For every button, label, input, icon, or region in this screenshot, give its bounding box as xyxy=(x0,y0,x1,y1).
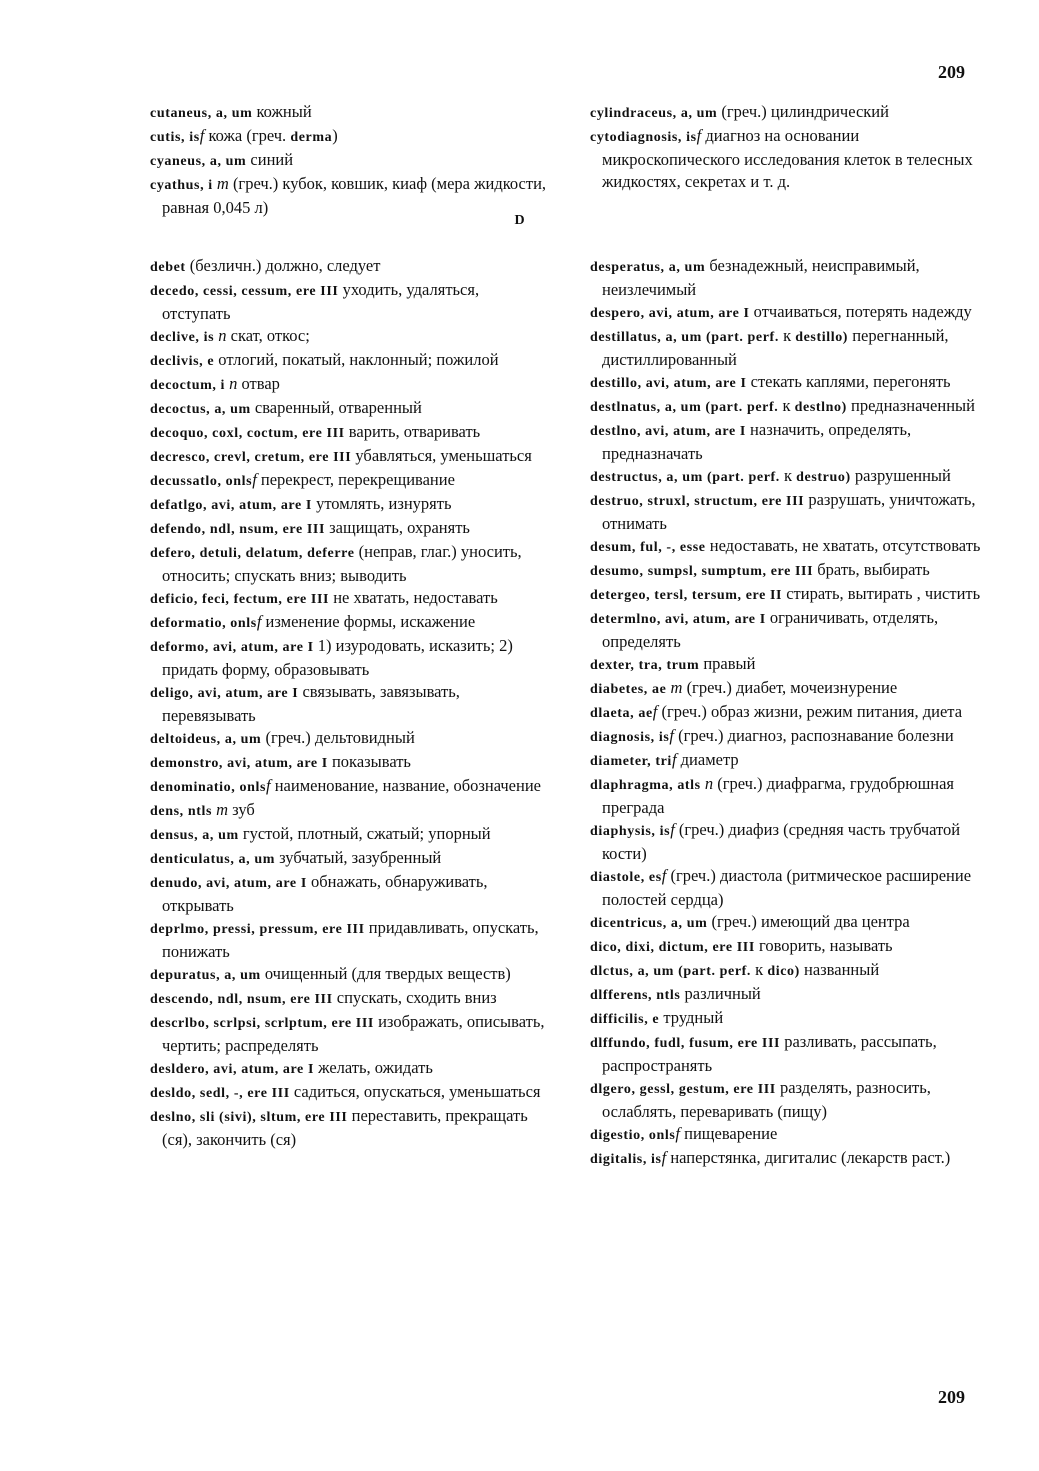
entry-headword: demonstro, avi, atum, are I xyxy=(150,756,328,771)
entry-definition: густой, плотный, сжатый; упорный xyxy=(238,824,491,843)
entry-headword: destlno) xyxy=(794,400,847,415)
entry-headword: dlffundo, fudl, fusum, ere III xyxy=(590,1036,781,1051)
dictionary-entry xyxy=(590,749,990,773)
entry-definition: диагноз на основании микроскопического исследования клеток в телесных жидкостях, секретах и т. д. xyxy=(602,126,973,191)
entry-gender: f xyxy=(252,470,257,489)
entry-headword: dicentricus, a, um xyxy=(590,916,708,931)
entry-definition: правый xyxy=(699,654,756,673)
entry-definition: (греч.) диагноз, распознавание болезни xyxy=(673,726,954,745)
dictionary-entry xyxy=(590,959,990,983)
dictionary-entry xyxy=(150,823,550,847)
entry-gender: m xyxy=(216,800,229,819)
entry-headword: cutis, is xyxy=(150,130,200,145)
entry-definition: уходить, удаляться, отступать xyxy=(162,280,480,323)
dictionary-entry xyxy=(590,489,990,535)
entry-definition: связывать, завязывать, перевязывать xyxy=(162,682,460,725)
entry-headword: descrlbo, scrlpsi, scrlptum, ere III xyxy=(150,1016,374,1031)
dictionary-entry xyxy=(150,101,550,125)
dictionary-entry xyxy=(150,681,550,727)
entry-headword: dico, dixi, dictum, ere III xyxy=(590,940,755,955)
dictionary-entry xyxy=(590,983,990,1007)
entry-definition: перегнанный, дистиллированный xyxy=(602,326,949,369)
entry-headword: deslno, sli (sivi), sltum, ere III xyxy=(150,1110,348,1125)
entry-headword: dexter, tra, trum xyxy=(590,658,700,673)
dictionary-entry xyxy=(150,775,550,799)
dictionary-entry xyxy=(590,419,990,465)
dictionary-entry xyxy=(150,611,550,635)
dictionary-entry xyxy=(150,917,550,963)
dictionary-entry xyxy=(590,535,990,559)
entry-headword: debet xyxy=(150,260,186,275)
top-left-column xyxy=(150,101,550,219)
entry-headword: deprlmo, pressi, pressum, ere III xyxy=(150,922,365,937)
entry-headword: diastole, es xyxy=(590,870,662,885)
entry-definition: садиться, опускаться, уменьшаться xyxy=(289,1082,541,1101)
entry-headword: derma xyxy=(290,130,333,145)
dictionary-entry xyxy=(590,725,990,749)
entry-definition: различный xyxy=(680,984,761,1003)
entry-definition: (безличн.) должно, следует xyxy=(185,256,381,275)
dictionary-entry xyxy=(150,517,550,541)
entry-gender: n xyxy=(704,774,714,793)
entry-headword: diaphysis, is xyxy=(590,824,671,839)
entry-definition: синий xyxy=(246,150,294,169)
entry-definition: наперстянка, дигиталис (лекарств раст.) xyxy=(666,1148,951,1167)
dictionary-entry xyxy=(150,373,550,397)
entry-headword: cutaneus, a, um xyxy=(150,106,253,121)
page-number-top: 209 xyxy=(938,62,965,82)
entry-definition: названный xyxy=(799,960,880,979)
dictionary-entry xyxy=(150,149,550,173)
entry-definition: разделять, разносить, ослаблять, переваривать (пищу) xyxy=(602,1078,931,1121)
dictionary-entry xyxy=(590,819,990,865)
entry-headword: deformo, avi, atum, are I xyxy=(150,640,314,655)
entry-definition: к xyxy=(751,960,768,979)
page-number-bottom: 209 xyxy=(938,1387,965,1407)
entry-definition: изменение формы, искажение xyxy=(261,612,476,631)
dictionary-entry xyxy=(590,325,990,371)
entry-definition: пищеварение xyxy=(680,1124,778,1143)
entry-definition: придавливать, опускать, понижать xyxy=(162,918,539,961)
entry-definition: диаметр xyxy=(676,750,739,769)
entry-definition: убавляться, уменьшаться xyxy=(351,446,532,465)
dictionary-entry xyxy=(150,963,550,987)
entry-definition: стирать, вытирать , чистить xyxy=(782,584,981,603)
entry-definition: варить, отваривать xyxy=(344,422,481,441)
entry-gender: f xyxy=(256,612,262,631)
entry-gender: f xyxy=(652,702,658,721)
dictionary-entry xyxy=(590,701,990,725)
entry-headword: dico) xyxy=(767,964,800,979)
entry-headword: cyaneus, a, um xyxy=(150,154,247,169)
entry-headword: difficilis, e xyxy=(590,1012,660,1027)
dictionary-entry xyxy=(590,559,990,583)
entry-headword: decresco, crevl, cretum, ere III xyxy=(150,450,352,465)
entry-headword: dlfferens, ntls xyxy=(590,988,681,1003)
entry-definition: ) xyxy=(332,126,338,145)
entry-definition: защищать, охранять xyxy=(325,518,470,537)
entry-definition: спускать, сходить вниз xyxy=(332,988,497,1007)
entry-definition: (греч.) цилиндрический xyxy=(717,102,889,121)
entry-headword: diabetes, ae xyxy=(590,682,671,697)
entry-definition: (греч.) кубок, ковшик, киаф (мера жидкости, равная 0,045 л) xyxy=(162,174,547,217)
dictionary-entry xyxy=(590,371,990,395)
entry-gender: f xyxy=(671,750,677,769)
entry-headword: dlaphragma, atls xyxy=(590,778,705,793)
entry-headword: digitalis, is xyxy=(590,1152,662,1167)
entry-definition: 1) изуродовать, исказить; 2) придать форму, образовывать xyxy=(162,636,513,679)
entry-headword: declive, is xyxy=(150,330,219,345)
entry-headword: destlnatus, a, um (part. perf. xyxy=(590,400,779,415)
entry-headword: denominatio, onls xyxy=(150,780,266,795)
entry-headword: dlgero, gessl, gestum, ere III xyxy=(590,1082,776,1097)
entry-definition: обнажать, обнаруживать, открывать xyxy=(162,872,488,915)
dictionary-entry xyxy=(590,1147,990,1171)
entry-headword: desldo, sedl, -, ere III xyxy=(150,1086,290,1101)
entry-definition: перекрест, перекрещивание xyxy=(256,470,455,489)
dictionary-entry xyxy=(590,395,990,419)
entry-headword: densus, a, um xyxy=(150,828,239,843)
entry-definition: кожный xyxy=(252,102,312,121)
entry-headword: destlno, avi, atum, are I xyxy=(590,424,746,439)
entry-headword: destruo) xyxy=(796,470,851,485)
entry-headword: cytodiagnosis, is xyxy=(590,130,697,145)
dictionary-entry xyxy=(150,469,550,493)
entry-definition: наименование, название, обозначение xyxy=(270,776,541,795)
entry-headword: defero, detuli, delatum, deferre xyxy=(150,546,355,561)
entry-headword: destillo, avi, atum, are I xyxy=(590,376,747,391)
entry-definition: (греч.) диафиз (средняя часть трубчатой кости) xyxy=(602,820,961,863)
entry-definition: (греч.) имеющий два центра xyxy=(707,912,910,931)
dictionary-entry xyxy=(150,871,550,917)
entry-gender: f xyxy=(670,820,675,839)
entry-definition: желать, ожидать xyxy=(314,1058,433,1077)
entry-headword: dens, ntls xyxy=(150,804,217,819)
entry-headword: dlaeta, ae xyxy=(590,706,653,721)
entry-headword: despero, avi, atum, are I xyxy=(590,306,750,321)
entry-definition: (неправ, глаг.) уносить, относить; спускать вниз; выводить xyxy=(162,542,522,585)
dictionary-entry xyxy=(590,773,990,819)
dictionary-entry xyxy=(590,583,990,607)
dictionary-entry xyxy=(150,751,550,775)
entry-definition: говорить, называть xyxy=(754,936,893,955)
entry-headword: detergeo, tersl, tersum, ere II xyxy=(590,588,783,603)
entry-definition: кожа (греч. xyxy=(204,126,291,145)
entry-headword: digestio, onls xyxy=(590,1128,676,1143)
entry-gender: f xyxy=(669,726,674,745)
entry-headword: desumo, sumpsl, sumptum, ere III xyxy=(590,564,814,579)
entry-headword: diameter, tri xyxy=(590,754,672,769)
dictionary-entry xyxy=(590,1123,990,1147)
entry-headword: destruo, struxl, structum, ere III xyxy=(590,494,805,509)
dictionary-entry xyxy=(150,1011,550,1057)
entry-definition: (греч.) дельтовидный xyxy=(261,728,415,747)
entry-definition: изображать, описывать, чертить; распределять xyxy=(162,1012,545,1055)
dictionary-entry xyxy=(150,1057,550,1081)
dictionary-entry xyxy=(150,987,550,1011)
entry-headword: denticulatus, a, um xyxy=(150,852,275,867)
dictionary-entry xyxy=(150,125,550,149)
entry-gender: f xyxy=(675,1124,681,1143)
dictionary-entry xyxy=(590,865,990,911)
entry-headword: decoctum, i xyxy=(150,378,230,393)
dictionary-entry xyxy=(590,101,990,125)
dictionary-entry xyxy=(590,125,990,193)
entry-definition: утомлять, изнурять xyxy=(311,494,452,513)
section-letter-heading: D xyxy=(514,213,525,228)
dictionary-entry xyxy=(150,847,550,871)
entry-gender: f xyxy=(661,866,667,885)
entry-headword: defendo, ndl, nsum, ere III xyxy=(150,522,326,537)
entry-headword: descendo, ndl, nsum, ere III xyxy=(150,992,333,1007)
entry-gender: f xyxy=(266,776,271,795)
entry-definition: переставить, прекращать (ся), закончить (ся) xyxy=(162,1106,528,1149)
entry-definition: брать, выбирать xyxy=(813,560,930,579)
dictionary-entry xyxy=(150,799,550,823)
dictionary-entry xyxy=(590,255,990,301)
entry-headword: deficio, feci, fectum, ere III xyxy=(150,592,330,607)
dictionary-entry xyxy=(590,1031,990,1077)
entry-headword: cyathus, i xyxy=(150,178,217,193)
dictionary-entry xyxy=(150,279,550,325)
entry-definition: к xyxy=(778,396,795,415)
entry-definition: показывать xyxy=(327,752,411,771)
entry-headword: deligo, avi, atum, are I xyxy=(150,686,299,701)
dictionary-entry xyxy=(590,465,990,489)
dictionary-entry xyxy=(590,1077,990,1123)
entry-headword: desldero, avi, atum, are I xyxy=(150,1062,315,1077)
entry-gender: m xyxy=(670,678,683,697)
entry-gender: f xyxy=(199,126,205,145)
entry-headword: decussatlo, onls xyxy=(150,474,253,489)
entry-gender: n xyxy=(218,326,227,345)
entry-gender: f xyxy=(661,1148,667,1167)
dictionary-entry xyxy=(590,911,990,935)
entry-definition: (греч.) диафрагма, грудобрюшная преграда xyxy=(602,774,955,817)
entry-headword: depuratus, a, um xyxy=(150,968,261,983)
dictionary-entry xyxy=(150,325,550,349)
entry-headword: decedo, cessi, cessum, ere III xyxy=(150,284,339,299)
right-column xyxy=(590,255,990,1171)
dictionary-entry xyxy=(150,349,550,373)
entry-definition: к xyxy=(779,466,797,485)
entry-gender: f xyxy=(696,126,702,145)
entry-headword: diagnosis, is xyxy=(590,730,670,745)
dictionary-entry xyxy=(150,493,550,517)
entry-definition: стекать каплями, перегонять xyxy=(746,372,951,391)
entry-headword: decoctus, a, um xyxy=(150,402,251,417)
entry-definition: (греч.) образ жизни, режим питания, диета xyxy=(657,702,963,721)
dictionary-entry xyxy=(150,1105,550,1151)
dictionary-entry xyxy=(150,727,550,751)
entry-headword: destillatus, a, um (part. perf. xyxy=(590,330,779,345)
entry-definition: к xyxy=(778,326,796,345)
dictionary-entry xyxy=(590,1007,990,1031)
entry-definition: скат, откос; xyxy=(226,326,310,345)
entry-definition: предназначенный xyxy=(846,396,975,415)
left-column xyxy=(150,255,550,1151)
entry-headword: declivis, e xyxy=(150,354,215,369)
dictionary-entry xyxy=(150,635,550,681)
entry-definition: отвар xyxy=(237,374,280,393)
entry-definition: отлогий, покатый, наклонный; пожилой xyxy=(214,350,499,369)
entry-headword: decoquo, coxl, coctum, ere III xyxy=(150,426,345,441)
entry-definition: очищенный (для твердых веществ) xyxy=(260,964,511,983)
dictionary-entry xyxy=(150,587,550,611)
entry-definition: недоставать, не хватать, отсутствовать xyxy=(705,536,981,555)
entry-definition: разрушать, уничтожать, отнимать xyxy=(602,490,976,533)
entry-definition: зубчатый, зазубренный xyxy=(274,848,442,867)
entry-definition: отчаиваться, потерять надежду xyxy=(749,302,972,321)
entry-headword: destillo) xyxy=(795,330,849,345)
entry-headword: destructus, a, um (part. perf. xyxy=(590,470,780,485)
entry-definition: разливать, рассыпать, распространять xyxy=(602,1032,937,1075)
entry-headword: determlno, avi, atum, are I xyxy=(590,612,766,627)
dictionary-entry xyxy=(590,607,990,653)
dictionary-entry xyxy=(150,1081,550,1105)
entry-definition: (греч.) диабет, мочеизнурение xyxy=(682,678,898,697)
entry-definition: назначить, определять, предназначать xyxy=(602,420,912,463)
entry-headword: desum, ful, -, esse xyxy=(590,540,706,555)
top-right-column xyxy=(590,101,990,193)
entry-definition: (греч.) диастола (ритмическое расширение полостей сердца) xyxy=(602,866,972,909)
entry-definition: трудный xyxy=(659,1008,724,1027)
entry-headword: deformatio, onls xyxy=(150,616,257,631)
entry-headword: dlctus, a, um (part. perf. xyxy=(590,964,752,979)
entry-headword: deltoideus, a, um xyxy=(150,732,262,747)
dictionary-entry xyxy=(150,421,550,445)
dictionary-entry xyxy=(150,397,550,421)
entry-headword: denudo, avi, atum, are I xyxy=(150,876,307,891)
entry-gender: m xyxy=(216,174,229,193)
entry-definition: разрушенный xyxy=(850,466,951,485)
dictionary-entry xyxy=(150,445,550,469)
entry-definition: не хватать, недоставать xyxy=(329,588,498,607)
entry-definition: безнадежный, неисправимый, неизлечимый xyxy=(602,256,920,299)
entry-definition: зуб xyxy=(228,800,255,819)
entry-headword: defatlgo, avi, atum, are I xyxy=(150,498,312,513)
dictionary-entry xyxy=(590,677,990,701)
entry-headword: cylindraceus, a, um xyxy=(590,106,718,121)
entry-definition: ограничивать, отделять, определять xyxy=(602,608,939,651)
entry-gender: n xyxy=(229,374,238,393)
dictionary-entry xyxy=(150,255,550,279)
entry-definition: сваренный, отваренный xyxy=(250,398,422,417)
dictionary-entry xyxy=(590,935,990,959)
dictionary-entry xyxy=(590,301,990,325)
dictionary-entry xyxy=(590,653,990,677)
entry-headword: desperatus, a, um xyxy=(590,260,706,275)
dictionary-entry xyxy=(150,541,550,587)
